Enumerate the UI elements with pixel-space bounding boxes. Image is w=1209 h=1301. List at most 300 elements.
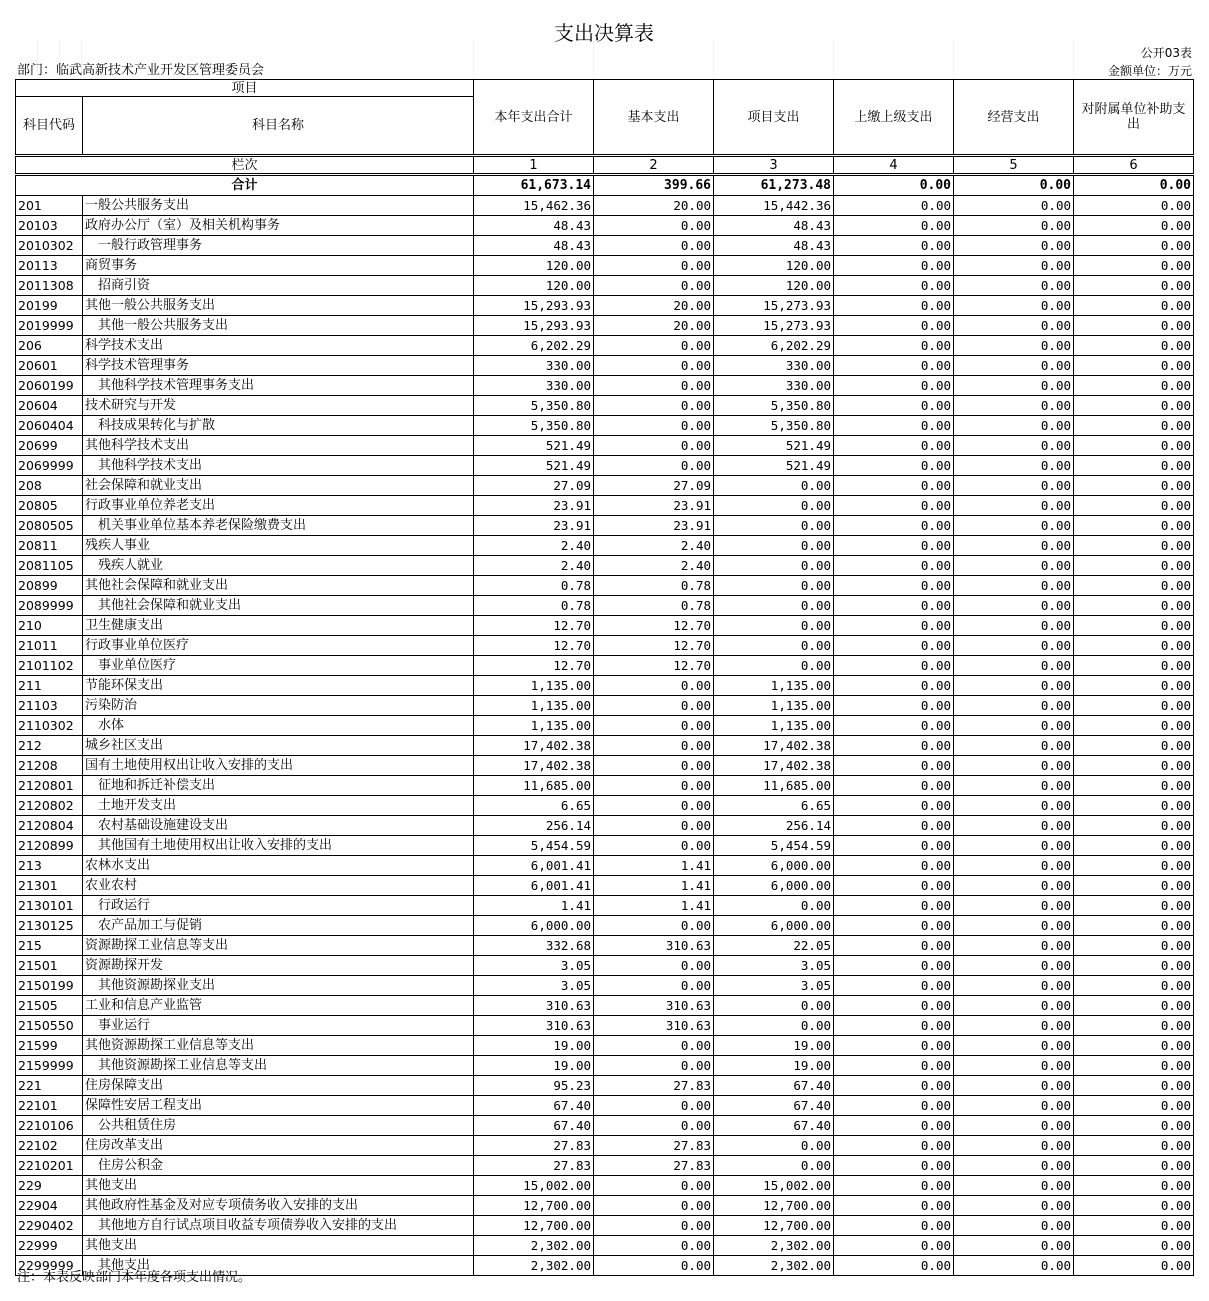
- row-name: 事业运行: [83, 1016, 474, 1036]
- row-code: 2060404: [16, 416, 83, 436]
- row-value: 15,002.00: [474, 1176, 594, 1196]
- row-value: 0.00: [954, 1176, 1074, 1196]
- row-name: 其他一般公共服务支出: [83, 316, 474, 336]
- row-value: 0.00: [954, 256, 1074, 276]
- row-value: 0.00: [594, 916, 714, 936]
- header-col-project: 项目支出: [714, 80, 834, 156]
- total-value: 61,273.48: [714, 175, 834, 196]
- row-value: 310.63: [474, 1016, 594, 1036]
- row-value: 0.00: [834, 256, 954, 276]
- row-value: 23.91: [474, 516, 594, 536]
- row-value: 0.00: [714, 636, 834, 656]
- table-row: [16, 516, 1194, 536]
- row-value: 0.00: [1074, 1136, 1194, 1156]
- table-row: [16, 1236, 1194, 1256]
- header-project: 项目: [16, 80, 474, 97]
- table-row: [16, 1156, 1194, 1176]
- row-name: 其他支出: [83, 1176, 474, 1196]
- table-row: [16, 1076, 1194, 1096]
- row-value: 27.09: [594, 476, 714, 496]
- row-value: 0.00: [1074, 796, 1194, 816]
- row-value: 330.00: [714, 356, 834, 376]
- table-row: [16, 936, 1194, 956]
- row-value: 15,442.36: [714, 196, 834, 216]
- row-value: 0.00: [834, 1136, 954, 1156]
- row-value: 0.00: [834, 1096, 954, 1116]
- row-name: 住房公积金: [83, 1156, 474, 1176]
- row-value: 12.70: [474, 616, 594, 636]
- row-value: 2,302.00: [714, 1256, 834, 1276]
- row-value: 0.00: [594, 416, 714, 436]
- table-row: [16, 216, 1194, 236]
- row-value: 0.00: [1074, 356, 1194, 376]
- row-code: 2080505: [16, 516, 83, 536]
- table-row: [16, 676, 1194, 696]
- row-value: 0.00: [954, 676, 1074, 696]
- row-code: 2130101: [16, 896, 83, 916]
- row-code: 2120801: [16, 776, 83, 796]
- row-value: 0.00: [954, 996, 1074, 1016]
- row-name: 资源勘探工业信息等支出: [83, 936, 474, 956]
- row-value: 12.70: [474, 636, 594, 656]
- row-value: 0.00: [954, 456, 1074, 476]
- row-name: 其他资源勘探工业信息等支出: [83, 1036, 474, 1056]
- row-value: 0.00: [834, 1236, 954, 1256]
- table-row: [16, 316, 1194, 336]
- row-value: 67.40: [714, 1116, 834, 1136]
- row-code: 21501: [16, 956, 83, 976]
- row-value: 0.00: [834, 736, 954, 756]
- row-value: 0.00: [594, 1216, 714, 1236]
- row-value: 12.70: [594, 636, 714, 656]
- row-value: 0.00: [1074, 1156, 1194, 1176]
- table-row: [16, 876, 1194, 896]
- header-code: 科目代码: [16, 97, 83, 156]
- table-row: [16, 636, 1194, 656]
- row-value: 19.00: [474, 1036, 594, 1056]
- row-value: 0.00: [834, 296, 954, 316]
- row-code: 21011: [16, 636, 83, 656]
- row-name: 机关事业单位基本养老保险缴费支出: [83, 516, 474, 536]
- header-col-subsidy: 对附属单位补助支出: [1074, 80, 1194, 156]
- form-code: 公开03表: [1140, 46, 1192, 60]
- table-row: [16, 236, 1194, 256]
- row-value: 0.00: [954, 1016, 1074, 1036]
- row-code: 21103: [16, 696, 83, 716]
- row-name: 招商引资: [83, 276, 474, 296]
- row-code: 212: [16, 736, 83, 756]
- row-value: 0.00: [834, 416, 954, 436]
- row-value: 0.00: [1074, 1056, 1194, 1076]
- row-value: 0.00: [954, 656, 1074, 676]
- row-value: 330.00: [474, 356, 594, 376]
- table-row: [16, 376, 1194, 396]
- row-value: 0.00: [594, 456, 714, 476]
- row-value: 0.00: [834, 996, 954, 1016]
- row-name: 其他科学技术管理事务支出: [83, 376, 474, 396]
- row-value: 12,700.00: [714, 1216, 834, 1236]
- row-value: 1,135.00: [714, 716, 834, 736]
- row-name: 其他资源勘探业支出: [83, 976, 474, 996]
- row-name: 行政事业单位养老支出: [83, 496, 474, 516]
- row-code: 2110302: [16, 716, 83, 736]
- row-value: 27.83: [474, 1136, 594, 1156]
- row-value: 12.70: [594, 656, 714, 676]
- row-value: 0.00: [834, 436, 954, 456]
- row-name: 农林水支出: [83, 856, 474, 876]
- row-value: 0.00: [954, 796, 1074, 816]
- row-name: 其他社会保障和就业支出: [83, 596, 474, 616]
- row-value: 0.00: [954, 1096, 1074, 1116]
- row-value: 310.63: [594, 996, 714, 1016]
- row-value: 2,302.00: [474, 1236, 594, 1256]
- table-row: [16, 336, 1194, 356]
- row-value: 0.00: [594, 336, 714, 356]
- row-value: 0.00: [1074, 776, 1194, 796]
- row-value: 0.00: [954, 556, 1074, 576]
- row-name: 技术研究与开发: [83, 396, 474, 416]
- row-code: 2081105: [16, 556, 83, 576]
- row-value: 1.41: [594, 876, 714, 896]
- row-value: 0.00: [594, 796, 714, 816]
- row-value: 0.00: [954, 276, 1074, 296]
- table-row: [16, 696, 1194, 716]
- row-value: 0.00: [1074, 1256, 1194, 1276]
- row-code: 22102: [16, 1136, 83, 1156]
- row-value: 0.00: [834, 336, 954, 356]
- row-value: 0.00: [1074, 376, 1194, 396]
- row-value: 19.00: [714, 1056, 834, 1076]
- column-number: 5: [954, 156, 1074, 175]
- row-value: 0.00: [1074, 596, 1194, 616]
- row-value: 0.00: [834, 1056, 954, 1076]
- row-value: 0.00: [834, 636, 954, 656]
- row-value: 0.00: [594, 1176, 714, 1196]
- row-value: 2.40: [474, 556, 594, 576]
- row-value: 0.00: [1074, 616, 1194, 636]
- row-value: 0.00: [834, 816, 954, 836]
- row-value: 3.05: [474, 956, 594, 976]
- row-value: 0.00: [594, 1096, 714, 1116]
- row-name: 其他科学技术支出: [83, 456, 474, 476]
- table-row: [16, 896, 1194, 916]
- row-value: 0.00: [834, 596, 954, 616]
- row-value: 48.43: [474, 216, 594, 236]
- row-code: 211: [16, 676, 83, 696]
- row-value: 12.70: [594, 616, 714, 636]
- row-name: 资源勘探开发: [83, 956, 474, 976]
- table-row: [16, 976, 1194, 996]
- row-value: 48.43: [714, 216, 834, 236]
- row-value: 0.00: [594, 436, 714, 456]
- table-row: [16, 1056, 1194, 1076]
- row-value: 0.00: [834, 456, 954, 476]
- row-value: 0.00: [1074, 896, 1194, 916]
- table-row: [16, 196, 1194, 216]
- row-value: 0.00: [954, 876, 1074, 896]
- row-value: 23.91: [594, 516, 714, 536]
- row-name: 其他科学技术支出: [83, 436, 474, 456]
- row-name: 征地和拆迁补偿支出: [83, 776, 474, 796]
- row-name: 城乡社区支出: [83, 736, 474, 756]
- row-value: 20.00: [594, 196, 714, 216]
- row-code: 20899: [16, 576, 83, 596]
- row-value: 0.00: [954, 596, 1074, 616]
- row-name: 社会保障和就业支出: [83, 476, 474, 496]
- table-row: [16, 776, 1194, 796]
- row-value: 0.00: [1074, 1036, 1194, 1056]
- row-value: 120.00: [714, 256, 834, 276]
- row-value: 0.00: [954, 956, 1074, 976]
- table-row: [16, 1096, 1194, 1116]
- row-value: 15,293.93: [474, 296, 594, 316]
- row-name: 一般行政管理事务: [83, 236, 474, 256]
- header-column-index-label: 栏次: [16, 156, 474, 175]
- row-value: 0.00: [954, 356, 1074, 376]
- row-value: 1,135.00: [474, 716, 594, 736]
- table-row: [16, 296, 1194, 316]
- row-value: 330.00: [474, 376, 594, 396]
- row-value: 2.40: [594, 536, 714, 556]
- row-value: 0.00: [834, 516, 954, 536]
- table-row: [16, 596, 1194, 616]
- row-name: 其他政府性基金及对应专项债务收入安排的支出: [83, 1196, 474, 1216]
- row-code: 20103: [16, 216, 83, 236]
- row-value: 0.00: [1074, 456, 1194, 476]
- row-value: 0.00: [1074, 256, 1194, 276]
- row-code: 20601: [16, 356, 83, 376]
- table-row: [16, 1036, 1194, 1056]
- row-name: 国有土地使用权出让收入安排的支出: [83, 756, 474, 776]
- row-value: 5,454.59: [714, 836, 834, 856]
- row-name: 行政运行: [83, 896, 474, 916]
- row-name: 其他社会保障和就业支出: [83, 576, 474, 596]
- row-value: 0.00: [954, 636, 1074, 656]
- expenditure-table: [15, 79, 1194, 1276]
- row-value: 0.00: [714, 1136, 834, 1156]
- total-value: 0.00: [834, 175, 954, 196]
- row-value: 0.00: [834, 1016, 954, 1036]
- row-code: 2120802: [16, 796, 83, 816]
- row-value: 0.00: [954, 316, 1074, 336]
- column-number: 2: [594, 156, 714, 175]
- department-label: 部门：临武高新技术产业开发区管理委员会: [17, 63, 265, 78]
- row-value: 0.00: [1074, 316, 1194, 336]
- row-value: 6,000.00: [714, 916, 834, 936]
- row-value: 2.40: [594, 556, 714, 576]
- row-value: 0.00: [954, 436, 1074, 456]
- row-value: 0.00: [594, 736, 714, 756]
- row-value: 0.00: [954, 776, 1074, 796]
- row-value: 0.00: [1074, 1116, 1194, 1136]
- row-name: 行政事业单位医疗: [83, 636, 474, 656]
- row-value: 12,700.00: [474, 1216, 594, 1236]
- row-value: 0.00: [954, 1256, 1074, 1276]
- row-value: 0.00: [834, 776, 954, 796]
- row-value: 0.00: [594, 216, 714, 236]
- row-value: 0.00: [954, 476, 1074, 496]
- row-value: 0.00: [1074, 396, 1194, 416]
- total-value: 61,673.14: [474, 175, 594, 196]
- row-value: 1.41: [474, 896, 594, 916]
- row-value: 0.00: [1074, 516, 1194, 536]
- row-value: 23.91: [474, 496, 594, 516]
- row-code: 21505: [16, 996, 83, 1016]
- row-value: 0.00: [1074, 296, 1194, 316]
- row-value: 0.00: [834, 316, 954, 336]
- row-value: 0.00: [954, 1216, 1074, 1236]
- row-name: 卫生健康支出: [83, 616, 474, 636]
- row-name: 其他国有土地使用权出让收入安排的支出: [83, 836, 474, 856]
- row-code: 2011308: [16, 276, 83, 296]
- row-value: 256.14: [474, 816, 594, 836]
- row-value: 0.00: [834, 236, 954, 256]
- row-code: 2120804: [16, 816, 83, 836]
- row-value: 0.00: [1074, 876, 1194, 896]
- row-value: 0.00: [714, 576, 834, 596]
- row-value: 0.00: [1074, 476, 1194, 496]
- row-value: 0.00: [714, 616, 834, 636]
- row-value: 27.83: [474, 1156, 594, 1176]
- row-value: 0.00: [954, 196, 1074, 216]
- row-code: 2290402: [16, 1216, 83, 1236]
- row-value: 0.00: [834, 196, 954, 216]
- table-row: [16, 276, 1194, 296]
- row-value: 0.00: [1074, 1016, 1194, 1036]
- total-value: 0.00: [1074, 175, 1194, 196]
- table-row: [16, 396, 1194, 416]
- table-row: [16, 456, 1194, 476]
- row-value: 20.00: [594, 296, 714, 316]
- row-value: 0.00: [834, 396, 954, 416]
- table-row: [16, 996, 1194, 1016]
- table-row: [16, 1116, 1194, 1136]
- row-value: 0.00: [954, 416, 1074, 436]
- row-value: 12.70: [474, 656, 594, 676]
- row-value: 0.00: [594, 816, 714, 836]
- table-row: [16, 836, 1194, 856]
- row-name: 残疾人事业: [83, 536, 474, 556]
- row-name: 住房改革支出: [83, 1136, 474, 1156]
- row-value: 0.78: [594, 596, 714, 616]
- row-value: 0.00: [834, 1216, 954, 1236]
- row-name: 住房保障支出: [83, 1076, 474, 1096]
- row-value: 0.00: [1074, 836, 1194, 856]
- row-code: 20811: [16, 536, 83, 556]
- row-value: 0.00: [834, 896, 954, 916]
- table-row: [16, 716, 1194, 736]
- row-value: 0.00: [834, 856, 954, 876]
- row-code: 2150550: [16, 1016, 83, 1036]
- table-row: [16, 436, 1194, 456]
- row-value: 521.49: [474, 436, 594, 456]
- row-value: 0.00: [1074, 956, 1194, 976]
- table-row: [16, 1176, 1194, 1196]
- table-row: [16, 1136, 1194, 1156]
- row-value: 0.00: [954, 736, 1074, 756]
- table-row: [16, 356, 1194, 376]
- row-value: 0.00: [954, 836, 1074, 856]
- row-code: 2210106: [16, 1116, 83, 1136]
- header-name: 科目名称: [83, 97, 474, 156]
- row-value: 15,273.93: [714, 296, 834, 316]
- row-value: 0.00: [834, 276, 954, 296]
- row-value: 0.00: [1074, 196, 1194, 216]
- row-code: 21599: [16, 1036, 83, 1056]
- row-value: 0.00: [1074, 436, 1194, 456]
- row-value: 1,135.00: [474, 676, 594, 696]
- row-value: 67.40: [714, 1096, 834, 1116]
- row-value: 0.00: [834, 836, 954, 856]
- table-row: [16, 1216, 1194, 1236]
- row-name: 节能环保支出: [83, 676, 474, 696]
- row-value: 0.00: [594, 1236, 714, 1256]
- row-name: 工业和信息产业监管: [83, 996, 474, 1016]
- row-value: 27.83: [594, 1136, 714, 1156]
- row-value: 2,302.00: [474, 1256, 594, 1276]
- row-value: 0.00: [594, 1116, 714, 1136]
- table-row: [16, 616, 1194, 636]
- row-value: 5,350.80: [474, 396, 594, 416]
- row-value: 0.00: [1074, 976, 1194, 996]
- row-value: 0.00: [594, 956, 714, 976]
- row-value: 0.00: [714, 656, 834, 676]
- row-value: 0.00: [954, 1196, 1074, 1216]
- row-value: 0.00: [954, 296, 1074, 316]
- row-code: 215: [16, 936, 83, 956]
- row-value: 0.00: [1074, 536, 1194, 556]
- row-value: 0.00: [594, 836, 714, 856]
- row-value: 0.00: [834, 696, 954, 716]
- row-value: 0.00: [594, 976, 714, 996]
- row-code: 22904: [16, 1196, 83, 1216]
- row-value: 0.00: [1074, 336, 1194, 356]
- row-value: 2,302.00: [714, 1236, 834, 1256]
- row-value: 17,402.38: [474, 756, 594, 776]
- row-value: 0.00: [1074, 496, 1194, 516]
- row-value: 0.00: [594, 256, 714, 276]
- table-row: [16, 1196, 1194, 1216]
- row-value: 19.00: [714, 1036, 834, 1056]
- column-number: 3: [714, 156, 834, 175]
- row-value: 0.78: [474, 596, 594, 616]
- row-value: 0.00: [1074, 1196, 1194, 1216]
- row-value: 0.00: [594, 356, 714, 376]
- row-value: 0.00: [1074, 556, 1194, 576]
- row-code: 206: [16, 336, 83, 356]
- row-value: 0.00: [594, 276, 714, 296]
- row-value: 5,350.80: [714, 396, 834, 416]
- row-code: 20805: [16, 496, 83, 516]
- table-note: 注：本表反映部门本年度各项支出情况。: [17, 1270, 252, 1285]
- row-value: 1,135.00: [714, 676, 834, 696]
- table-row: [16, 856, 1194, 876]
- row-value: 6.65: [714, 796, 834, 816]
- row-value: 0.00: [714, 496, 834, 516]
- row-value: 27.09: [474, 476, 594, 496]
- row-value: 3.05: [474, 976, 594, 996]
- row-value: 0.00: [834, 956, 954, 976]
- row-value: 5,454.59: [474, 836, 594, 856]
- header-col-total: 本年支出合计: [474, 80, 594, 156]
- row-value: 0.00: [1074, 1236, 1194, 1256]
- row-value: 23.91: [594, 496, 714, 516]
- row-name: 科技成果转化与扩散: [83, 416, 474, 436]
- row-value: 27.83: [594, 1076, 714, 1096]
- row-name: 事业单位医疗: [83, 656, 474, 676]
- row-code: 21208: [16, 756, 83, 776]
- row-code: 2120899: [16, 836, 83, 856]
